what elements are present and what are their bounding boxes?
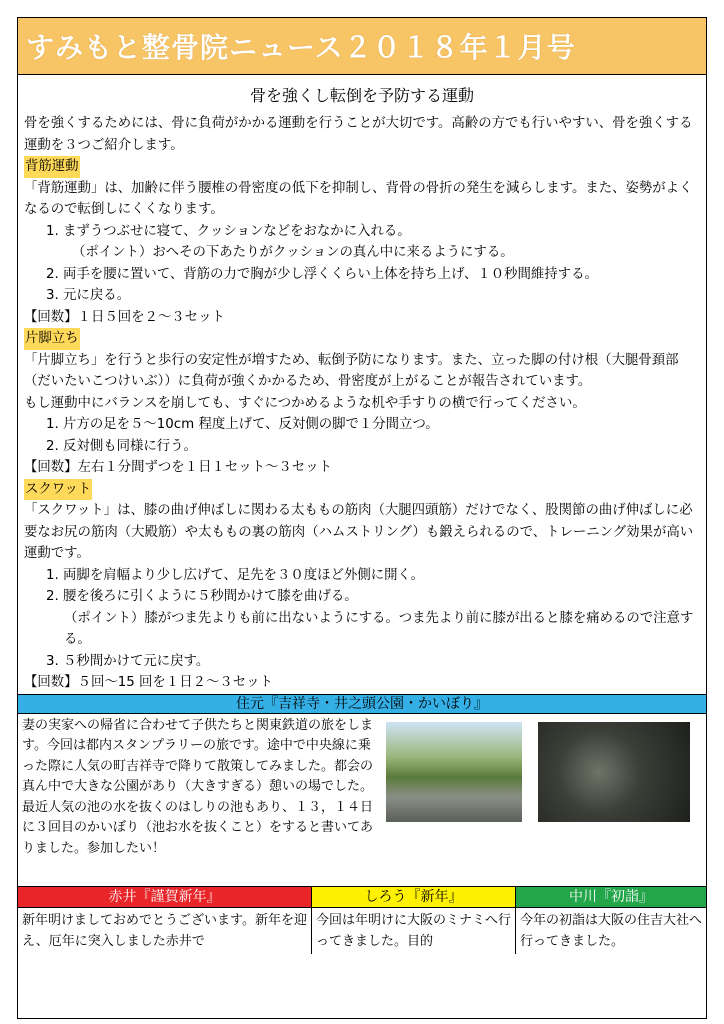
column-text: 今年の初詣は大阪の住吉大社へ行ってきました。 <box>520 912 703 949</box>
section-heading: 背筋運動 <box>24 156 80 178</box>
step-item: 1. 両脚を肩幅より少し広げて、足先を３０度ほど外側に開く。 <box>46 567 425 583</box>
section-heading: スクワット <box>24 479 92 501</box>
section-count: 【回数】左右１分間ずつを１日１セット～３セット <box>24 460 332 475</box>
column-title: 赤井『謹賀新年』 <box>18 887 311 908</box>
column-nakagawa <box>515 887 706 954</box>
step-item: 2. 反対側も同様に行う。 <box>46 438 197 454</box>
step-item: 2. 腰を後ろに引くように５秒間かけて膝を曲げる。 <box>46 589 358 604</box>
local-news-text: 妻の実家への帰省に合わせて子供たちと関東鉄道の旅をします。今回は都内スタンプラリーの旅です。途中で中央線に乗った際に人気の町吉祥寺で降りて散策してみました。都会の真ん中で大きな公園があり（大きすぎる）憩いの場でした。最近人気の池の水を抜くのはしりの池もあり、１３，１４日に３回目のかいぼり（池お水を抜くこと）をすると書いてありました。参加したい！ <box>22 717 374 856</box>
column-shirou <box>311 887 515 954</box>
step-point: （ポイント）膝がつま先よりも前に出ないようにする。つま先より前に膝が出ると膝を痛めるので注意する。 <box>64 610 694 647</box>
park-photo <box>386 722 522 822</box>
photo-area <box>378 714 706 886</box>
step-item: 1. 片方の足を５～10cm 程度上げて、反対側の脚で１分間立つ。 <box>46 417 439 432</box>
newsletter-page <box>17 17 707 1019</box>
section-desc: 「背筋運動」は、加齢に伴う腰椎の骨密度の低下を抑制し、背骨の骨折の発生を減らします。また、姿勢がよくなるので転倒しにくくなります。 <box>24 180 693 217</box>
section-heading: 片脚立ち <box>24 328 80 350</box>
section-desc: 「片脚立ち」を行うと歩行の安定性が増すため、転倒予防になります。また、立った脚の付け根（大腿骨頚部（だいたいこつけいぶ））に負荷が強くかかるため、骨密度が上がることが報告されています。 <box>24 352 679 389</box>
column-title: 中川『初詣』 <box>516 887 706 908</box>
article-title: 骨を強くし転倒を予防する運動 <box>249 86 474 105</box>
step-item: 3. ５秒間かけて元に戻す。 <box>46 653 210 669</box>
step-item: 1. まずうつぶせに寝て、クッションなどをおなかに入れる。 <box>46 223 411 239</box>
staff-columns <box>18 886 706 954</box>
step-item: 3. 元に戻る。 <box>46 288 130 303</box>
article <box>18 75 706 694</box>
step-point: （ポイント）おへその下あたりがクッションの真ん中に来るようにする。 <box>72 245 514 260</box>
article-intro: 骨を強くするためには、骨に負荷がかかる運動を行うことが大切です。高齢の方でも行いやすい、骨を強くする運動を３つご紹介します。 <box>24 116 693 153</box>
step-item: 2. 両手を腰に置いて、背筋の力で胸が少し浮くくらい上体を持ち上げ、１０秒間維持する。 <box>46 266 598 282</box>
section-desc-2: もし運動中にバランスを崩しても、すぐにつかめるような机や手すりの横で行ってください。 <box>24 395 586 411</box>
local-news <box>18 714 706 886</box>
column-akai <box>18 887 311 954</box>
column-text: 新年明けましておめでとうございます。新年を迎え、厄年に突入しました赤井で <box>22 912 307 949</box>
section-count: 【回数】５回～15 回を１日２～３セット <box>24 675 273 690</box>
newsletter-title: すみもと整骨院ニュース２０１８年１月号 <box>18 18 706 75</box>
column-title: しろう『新年』 <box>312 887 515 908</box>
section-desc: 「スクワット」は、膝の曲げ伸ばしに関わる太ももの筋肉（大腿四頭筋）だけでなく、股関節の曲げ伸ばしに必要なお尻の筋肉（大殿筋）や太ももの裏の筋肉（ハムストリング）も鍛えられるので、トレーニング効果が高い運動です。 <box>24 503 694 561</box>
section-count: 【回数】１日５回を２～３セット <box>24 309 225 325</box>
local-news-title: 住元『吉祥寺・井之頭公園・かいぼり』 <box>18 694 706 714</box>
aerial-photo <box>538 722 690 822</box>
column-text: 今回は年明けに大阪のミナミへ行ってきました。目的 <box>316 912 512 949</box>
